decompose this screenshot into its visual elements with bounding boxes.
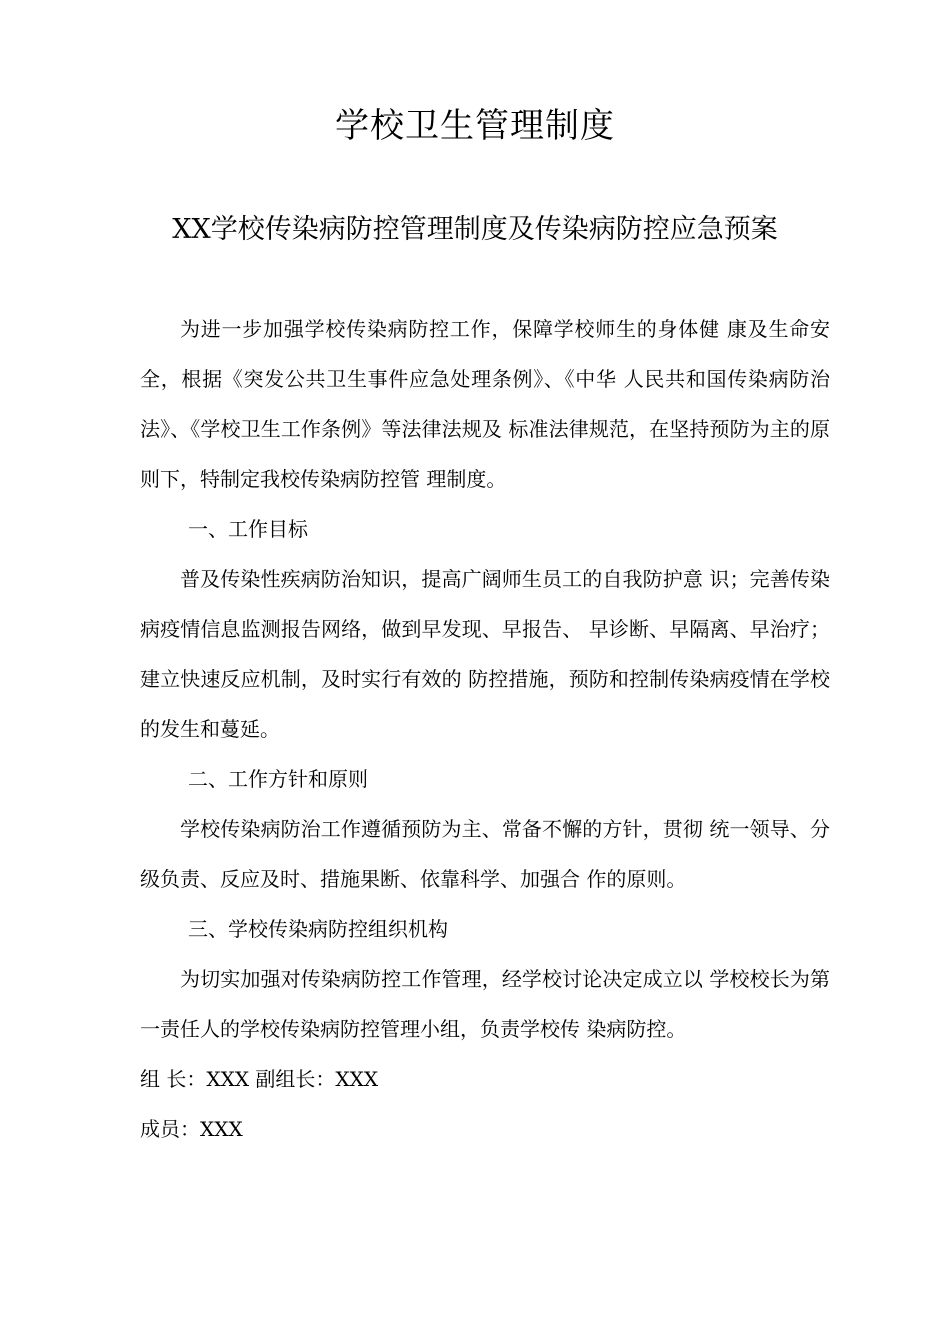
section-body-organization: 为切实加强对传染病防控工作管理，经学校讨论决定成立以 学校校长为第一责任人的学校传染病防控管理小组，负责学校传 染病防控。: [140, 967, 830, 1041]
document-title: 学校卫生管理制度: [335, 106, 615, 146]
leaders-line: 组 长：XXX 副组长：XXX: [140, 1067, 379, 1091]
section-body-principles: 学校传染病防治工作遵循预防为主、常备不懈的方针，贯彻 统一领导、分级负责、反应及时、措施果断、依靠科学、加强合 作的原则。: [140, 817, 830, 891]
section-heading-principles: 二、工作方针和原则: [188, 767, 368, 791]
section-heading-organization: 三、学校传染病防控组织机构: [188, 917, 448, 941]
document-subtitle: XX学校传染病防控管理制度及传染病防控应急预案: [172, 214, 778, 245]
section-body-goals: 普及传染性疾病防治知识，提高广阔师生员工的自我防护意 识；完善传染病疫情信息监测报告网络，做到早发现、早报告、 早诊断、早隔离、早治疗；建立快速反应机制，及时实行有效的 防控措施，预防和控制传染病疫情在学校的发生和蔓延。: [140, 567, 830, 741]
section-heading-goals: 一、工作目标: [188, 517, 308, 541]
intro-paragraph: 为进一步加强学校传染病防控工作，保障学校师生的身体健 康及生命安全，根据《突发公共卫生事件应急处理条例》、《中华 人民共和国传染病防治法》、《学校卫生工作条例》等法律法规及 标准法律规范，在坚持预防为主的原则下，特制定我校传染病防控管 理制度。: [140, 317, 830, 491]
members-line: 成员：XXX: [140, 1117, 243, 1141]
